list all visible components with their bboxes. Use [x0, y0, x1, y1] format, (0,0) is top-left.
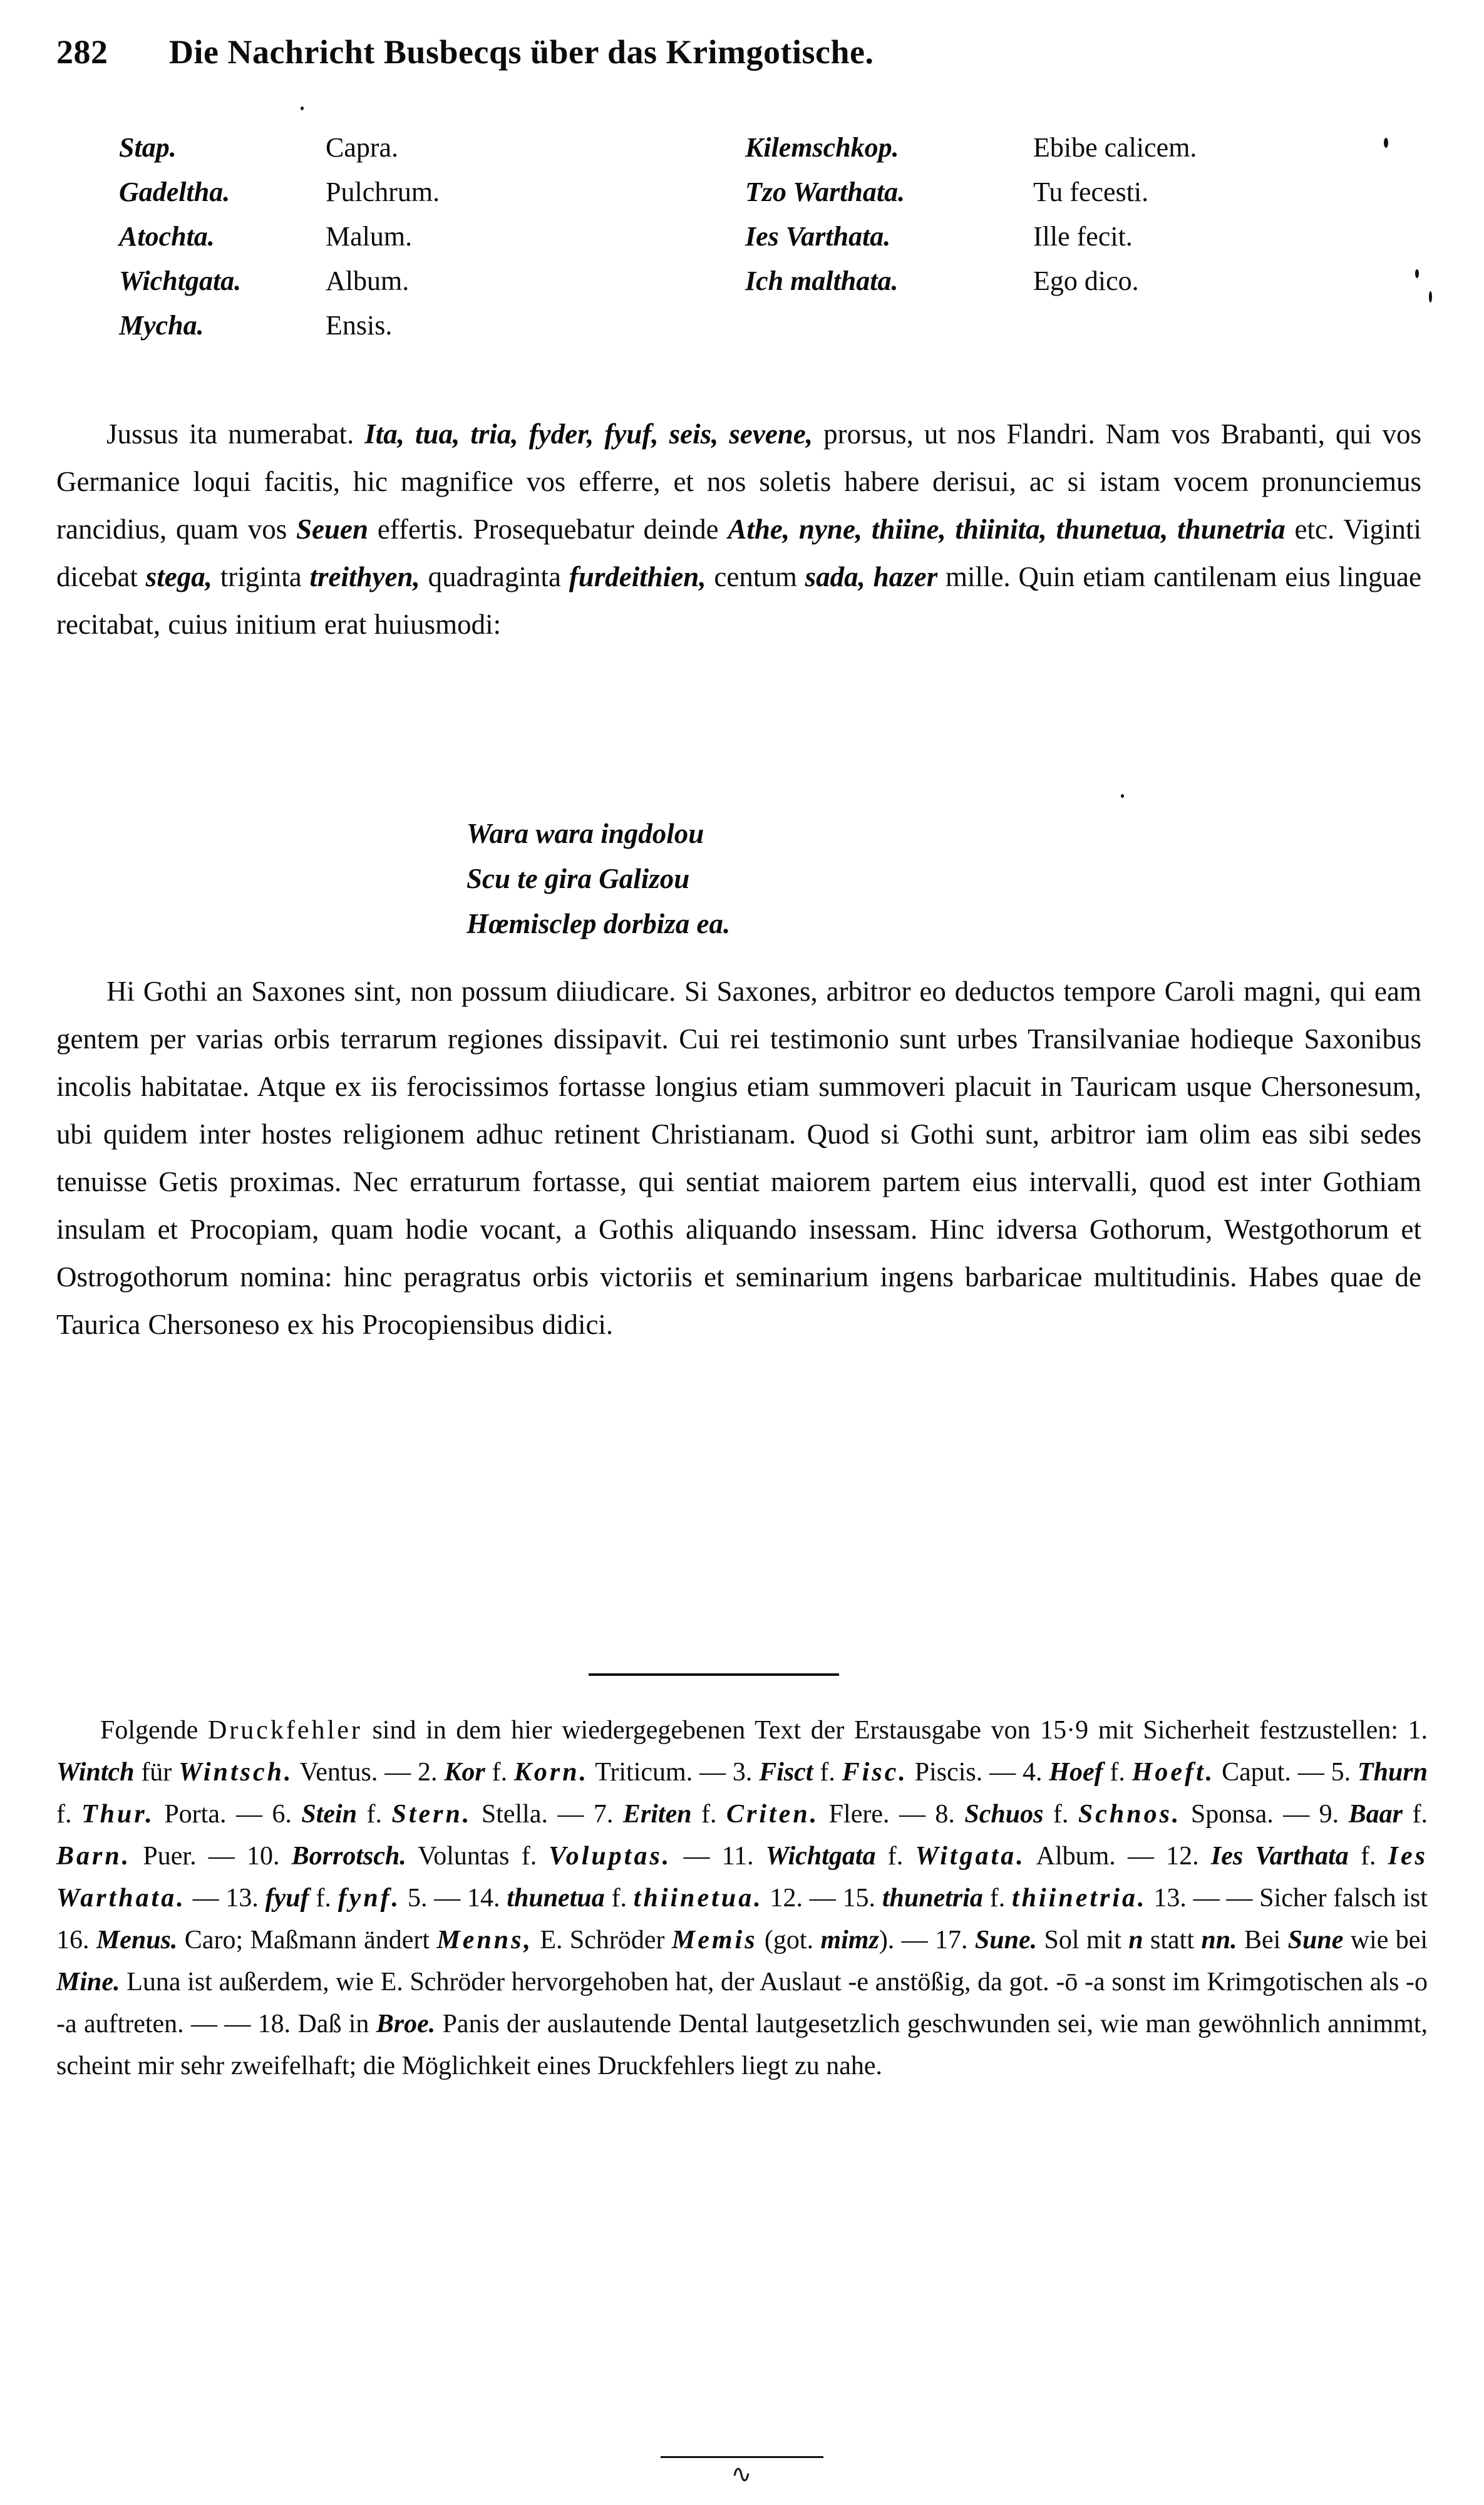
text-run: f. — [56, 1800, 81, 1829]
text-run-italic: treithyen, — [309, 561, 420, 592]
errata-item-wrong: Mine. — [56, 1968, 120, 1996]
glossary-row — [119, 259, 745, 303]
text-run: quadraginta — [420, 561, 569, 592]
running-head — [56, 33, 1409, 71]
text-run: Flere. — 8. — [819, 1800, 965, 1829]
text-run: Porta. — 6. — [154, 1800, 302, 1829]
text-run: 12. — 15. — [763, 1884, 882, 1913]
scan-speck — [301, 106, 304, 110]
scan-speck — [1429, 291, 1432, 302]
text-run: Puer. — 10. — [131, 1842, 292, 1871]
text-run: f. — [982, 1884, 1012, 1913]
latin-gloss: Tu fecesti. — [1033, 177, 1149, 207]
glossary-row — [745, 214, 1390, 259]
errata-item-wrong: Wichtgata — [765, 1842, 876, 1871]
errata-item-wrong: thunetria — [882, 1884, 983, 1913]
text-run: Sponsa. — 9. — [1181, 1800, 1349, 1829]
verse-line: Hœmisclep dorbiza ea. — [466, 908, 731, 939]
errata-item-wrong: Broe. — [376, 2010, 436, 2038]
errata-item-right: Hoeft. — [1131, 1758, 1215, 1787]
gothic-word: Tzo Warthata. — [745, 177, 905, 207]
scan-speck — [1121, 794, 1124, 798]
text-run: f. — [875, 1842, 915, 1871]
latin-gloss: Capra. — [326, 132, 399, 163]
text-run: Triticum. — 3. — [589, 1758, 760, 1787]
glossary-row — [745, 125, 1390, 170]
text-run: centum — [706, 561, 805, 592]
text-run-italic: sada, hazer — [805, 561, 938, 592]
text-run: (got. — [757, 1926, 821, 1955]
section-divider-rule — [589, 1673, 839, 1676]
text-run: f. — [1348, 1842, 1388, 1871]
glossary-column-left — [119, 125, 745, 348]
errata-item-right: Memis — [671, 1926, 758, 1955]
text-run: Panis der auslautende Dental lautgesetzlich geschwunden sei, wie man gewöhnlich annimmt, scheint mir sehr zweifelhaft; die Möglichkeit eines Druckfehlers liegt zu nahe. — [56, 2010, 1428, 2080]
errata-item-wrong: Kor — [444, 1758, 485, 1787]
glossary-row — [119, 214, 745, 259]
scan-speck — [1384, 138, 1388, 148]
errata-item-wrong: Borrotsch. — [291, 1842, 406, 1871]
text-run: f. — [1403, 1800, 1428, 1829]
text-run: triginta — [212, 561, 310, 592]
text-run: Ventus. — 2. — [293, 1758, 445, 1787]
errata-item-wrong: fyuf — [265, 1884, 309, 1913]
paragraph-jussus — [56, 410, 1421, 648]
glossary-row — [119, 170, 745, 214]
text-run: Voluntas f. — [406, 1842, 549, 1871]
gothic-word: Atochta. — [119, 221, 215, 252]
latin-gloss: Ebibe calicem. — [1033, 132, 1197, 163]
errata-item-right: Thur. — [81, 1800, 155, 1829]
glossary-row — [745, 170, 1390, 214]
errata-item-wrong: Thurn — [1357, 1758, 1428, 1787]
text-run-italic: furdeithien, — [569, 561, 706, 592]
text-run-italic: Ita, tua, tria, fyder, fyuf, seis, sevene, — [364, 418, 813, 450]
errata-item-right: Korn. — [513, 1758, 589, 1787]
errata-item-wrong: n — [1128, 1926, 1143, 1955]
text-run: prorsus, ut nos Flandri. Nam vos Brabanti, qui vos Germanice loqui facitis, hic magnifice vos efferre, et nos soletis habere derisui, ac si istam vocem pronunciemus rancidius, quam vos — [56, 418, 1422, 545]
gothic-word: Stap. — [119, 132, 177, 163]
text-run: f. — [309, 1884, 338, 1913]
text-run: Caro; Maßmann ändert — [177, 1926, 437, 1955]
gothic-word: Mycha. — [119, 310, 204, 341]
running-head-title: Die Nachricht Busbecqs über das Krimgotische. — [169, 33, 874, 71]
errata-item-right: Fisc. — [842, 1758, 908, 1787]
text-run: Sol mit — [1037, 1926, 1129, 1955]
glossary-row — [119, 303, 745, 348]
gothic-word: Gadeltha. — [119, 177, 230, 207]
text-run: effertis. Prosequebatur deinde — [368, 514, 728, 545]
errata-item-wrong: Menus. — [96, 1926, 178, 1955]
errata-item-right: Ies Warthata. — [56, 1842, 1428, 1913]
errata-item-wrong: Sune — [1287, 1926, 1344, 1955]
bottom-ornament — [0, 2456, 1484, 2489]
text-run: sind in dem hier wiedergegebenen Text der Erstausgabe von 15·9 mit Sicherheit festzustellen: 1. — [362, 1716, 1428, 1745]
text-run-italic: stega, — [145, 561, 212, 592]
gothic-word: Ies Varthata. — [745, 221, 891, 252]
glossary-table — [119, 125, 1390, 348]
text-run: Caput. — 5. — [1215, 1758, 1358, 1787]
errata-item-right: Witgata. — [915, 1842, 1026, 1871]
errata-note — [56, 1710, 1428, 2087]
text-run: f. — [691, 1800, 727, 1829]
text-run: — 11. — [671, 1842, 766, 1871]
errata-item-wrong: Stein — [301, 1800, 358, 1829]
errata-item-wrong: nn. — [1201, 1926, 1237, 1955]
errata-item-right: Menns, — [436, 1926, 533, 1955]
errata-item-right: Barn. — [56, 1842, 131, 1871]
text-run: f. — [485, 1758, 514, 1787]
glossary-column-right — [745, 125, 1390, 348]
verse-line: Wara wara ingdolou — [466, 818, 704, 849]
errata-item-wrong: thunetua — [507, 1884, 605, 1913]
text-run: — 13. — [185, 1884, 265, 1913]
errata-item-right: Wintsch. — [178, 1758, 294, 1787]
text-run: Luna ist außerdem, wie E. Schröder hervorgehoben hat, der Auslaut -e anstößig, da got. -ō -a sonst im Krimgotischen als -o -a auftreten. — — 18. Daß in — [56, 1968, 1428, 2038]
text-run: Album. — 12. — [1025, 1842, 1211, 1871]
text-run: Folgende — [100, 1716, 208, 1745]
errata-item-right: fynf. — [338, 1884, 401, 1913]
verse-quotation — [466, 811, 730, 946]
text-run: E. Schröder — [533, 1926, 672, 1955]
errata-item-wrong: Schuos — [964, 1800, 1044, 1829]
errata-item-right: Stern. — [391, 1800, 472, 1829]
text-run: f. — [604, 1884, 634, 1913]
errata-item-right: thiinetua. — [633, 1884, 763, 1913]
verse-line: Scu te gira Galizou — [466, 863, 690, 894]
text-run: f. — [1103, 1758, 1132, 1787]
errata-item-wrong: Sune. — [974, 1926, 1038, 1955]
latin-gloss: Malum. — [326, 221, 413, 252]
errata-item-wrong: Baar — [1348, 1800, 1403, 1829]
text-run: Hi Gothi an Saxones sint, non possum diiudicare. Si Saxones, arbitror eo deductos tempore Caroli magni, qui eam gentem per varias orbis terrarum regiones dissipavit. Cui rei testimonio sunt urbes Transilvaniae hodieque Saxonibus incolis habitatae. Atque ex iis ferocissimos fortasse longius etiam summoveri placuit in Tauricam usque Chersonesum, ubi quidem inter hostes religionem adhuc retinent Christianam. Quod si Gothi sunt, arbitror iam olim eas sibi sedes tenuisse Getis proximas. Nec erraturum fortasse, qui sentiat maiorem partem eius intervalli, quod est inter Gothiam insulam et Procopiam, quam hodie vocant, a Gothis aliquando insessam. Hinc idversa Gothorum, Westgothorum et Ostrogothorum nomina: hinc peragratus orbis victoriis et seminarium ingens barbaricae multitudinis. Habes quae de Taurica Chersoneso ex his Procopiensibus didici. — [56, 976, 1421, 1340]
text-run: Piscis. — 4. — [907, 1758, 1049, 1787]
paragraph-gothi — [56, 968, 1421, 1348]
errata-item-wrong: mimz — [820, 1926, 879, 1955]
latin-gloss: Ille fecit. — [1033, 221, 1133, 252]
latin-gloss: Ego dico. — [1033, 266, 1139, 296]
text-run: mille. Quin etiam cantilenam eius linguae recitabat, cuius initium erat huiusmodi: — [56, 561, 1422, 640]
glossary-row — [745, 259, 1390, 303]
errata-item-wrong: Fisct — [759, 1758, 813, 1787]
text-run: für — [134, 1758, 179, 1787]
errata-item-wrong: Eriten — [622, 1800, 692, 1829]
text-run: 5. — 14. — [401, 1884, 507, 1913]
text-run: f. — [813, 1758, 842, 1787]
latin-gloss: Album. — [326, 266, 410, 296]
errata-item-right: Schnos. — [1078, 1800, 1182, 1829]
errata-item-right: thiinetria. — [1011, 1884, 1147, 1913]
text-run-italic: Athe, nyne, thiine, thiinita, thunetua, thunetria — [728, 514, 1286, 545]
text-run-italic: Seuen — [296, 514, 369, 545]
gothic-word: Wichtgata. — [119, 266, 242, 296]
errata-item-wrong: Hoef — [1049, 1758, 1103, 1787]
text-run: statt — [1143, 1926, 1202, 1955]
text-run: f. — [357, 1800, 392, 1829]
text-run-spaced: Druckfehler — [207, 1716, 363, 1745]
errata-item-right: Voluptas. — [549, 1842, 672, 1871]
gothic-word: Ich malthata. — [745, 266, 899, 296]
ornament-rule — [661, 2456, 823, 2458]
text-run: Jussus ita numerabat. — [106, 418, 365, 450]
page-number: 282 — [56, 33, 108, 71]
text-run: Stella. — 7. — [471, 1800, 623, 1829]
errata-item-wrong: Ies Varthata — [1210, 1842, 1349, 1871]
scan-speck — [1415, 269, 1419, 278]
errata-item-wrong: Wintch — [56, 1758, 135, 1787]
text-run: wie bei — [1343, 1926, 1428, 1955]
latin-gloss: Ensis. — [326, 310, 393, 341]
glossary-row — [119, 125, 745, 170]
latin-gloss: Pulchrum. — [326, 177, 440, 207]
ornament-glyph: ∿ — [731, 2460, 753, 2488]
text-run: Bei — [1237, 1926, 1288, 1955]
text-run: 13. — — Sicher falsch ist 16. — [56, 1884, 1428, 1955]
text-run: etc. Viginti dicebat — [56, 514, 1421, 592]
text-run: ). — 17. — [879, 1926, 975, 1955]
text-run: f. — [1043, 1800, 1078, 1829]
gothic-word: Kilemschkop. — [745, 132, 899, 163]
errata-item-right: Criten. — [726, 1800, 820, 1829]
